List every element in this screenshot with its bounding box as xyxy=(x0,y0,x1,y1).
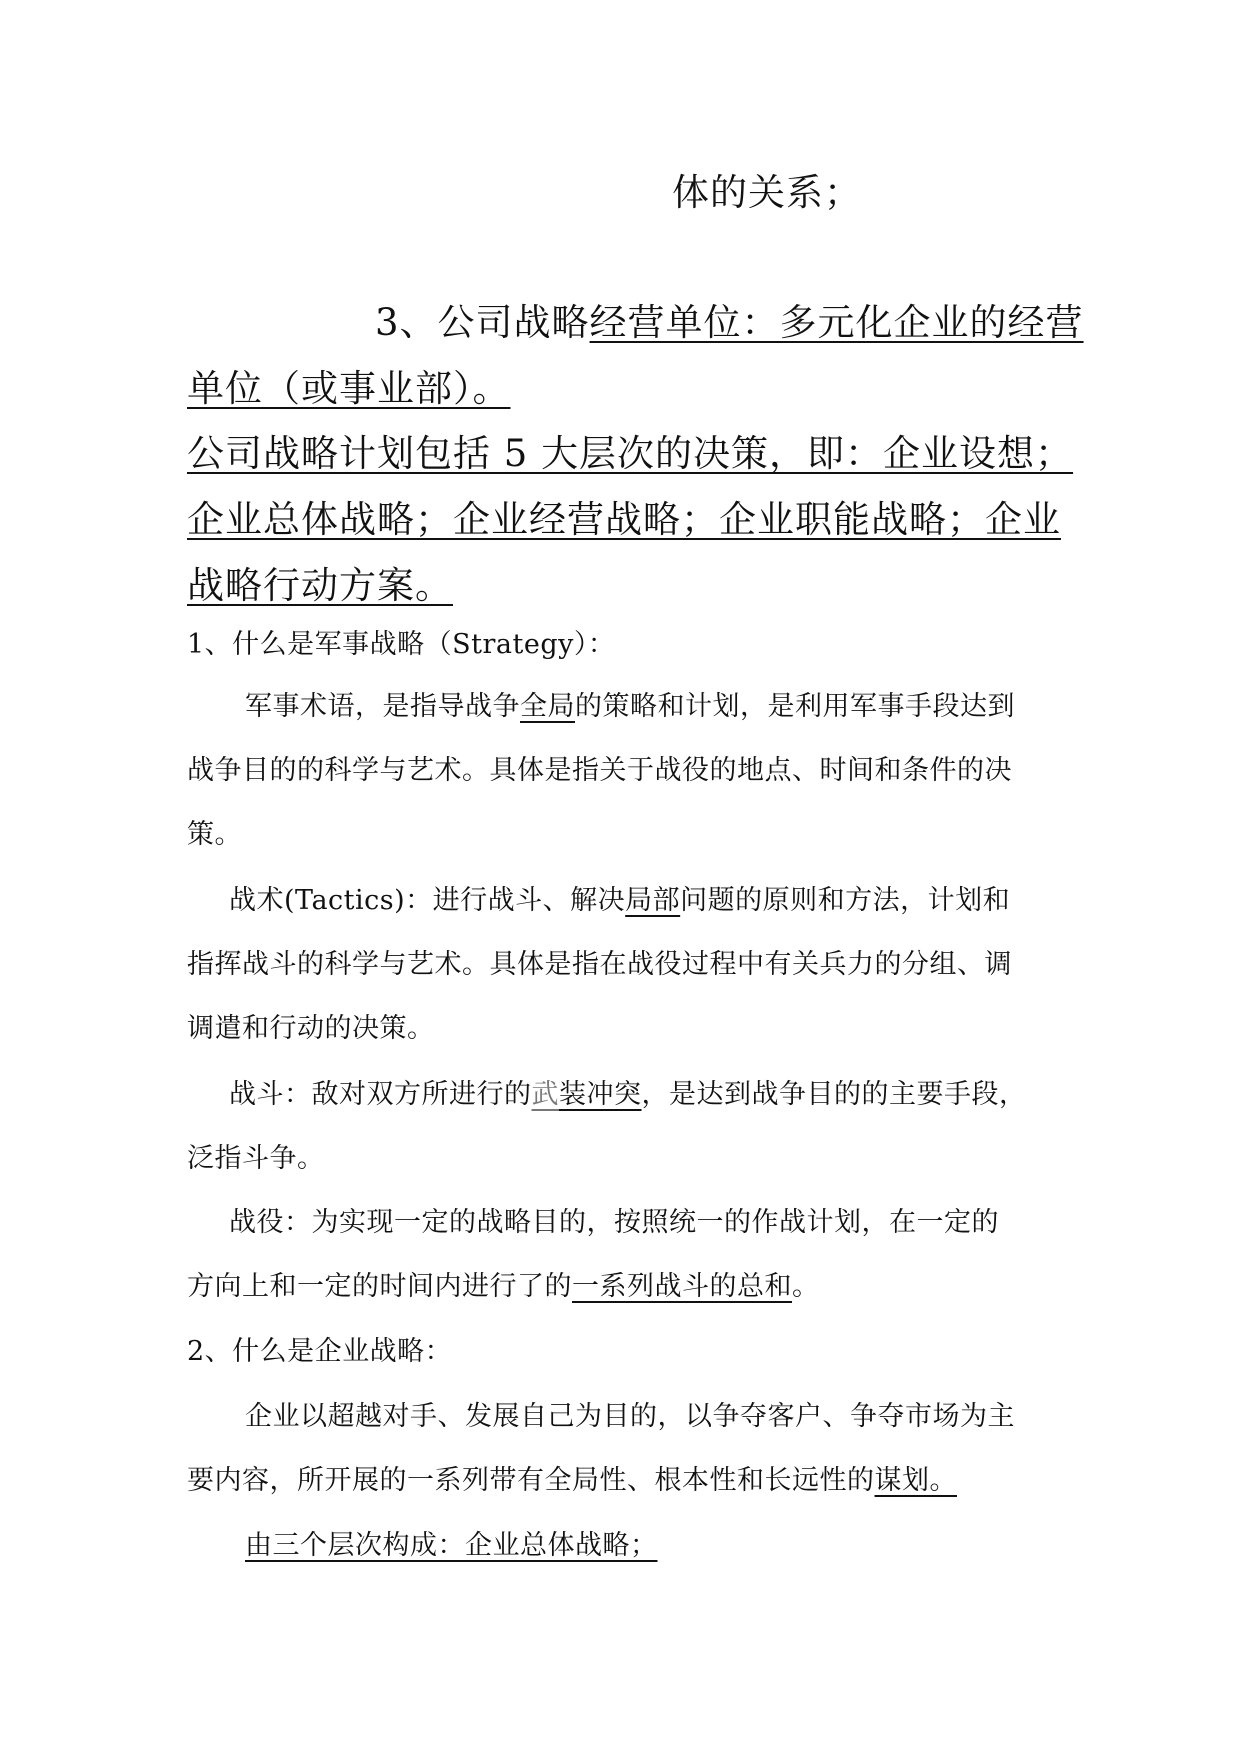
underlined-term: 全局 xyxy=(520,691,575,722)
q1-p1-line2: 战争目的的科学与艺术。具体是指关于战役的地点、时间和条件的决 xyxy=(187,755,1012,786)
text: 的策略和计划，是利用军事手段达到 xyxy=(575,691,1015,722)
q1-p2-line3: 调遣和行动的决策。 xyxy=(187,1013,435,1044)
point3-prefix: 3、公司战略 xyxy=(375,301,590,344)
text: 战斗：敌对双方所进行的 xyxy=(229,1079,532,1110)
text: 方向上和一定的时间内进行了的 xyxy=(187,1271,572,1302)
plan-line1: 公司战略计划包括 5 大层次的决策，即：企业设想； xyxy=(187,432,1074,475)
q1-p4-line2 xyxy=(187,1264,820,1303)
underlined-term-gray: 武 xyxy=(531,1079,559,1110)
point3-underlined-2: 单位（或事业部）。 xyxy=(187,367,511,410)
text: 要内容，所开展的一系列带有全局性、根本性和长远性的 xyxy=(187,1465,875,1496)
plan-line2: 企业总体战略；企业经营战略；企业职能战略；企业 xyxy=(187,498,1061,541)
page-heading xyxy=(672,162,862,216)
q1-p4-line1: 战役：为实现一定的战略目的，按照统一的作战计划，在一定的 xyxy=(229,1207,999,1238)
q1-p1-line3: 策。 xyxy=(187,819,242,850)
q2-heading: 2、什么是企业战略： xyxy=(187,1336,453,1367)
text: ，是达到战争目的的主要手段， xyxy=(641,1079,1027,1110)
q2-p1-line2 xyxy=(187,1458,957,1497)
text: 问题的原则和方法，计划和 xyxy=(680,885,1011,916)
point3-underlined-1: 经营单位：多元化企业的经营 xyxy=(589,301,1084,344)
underlined-term: 装冲突 xyxy=(559,1079,642,1110)
underlined-term: 谋划。 xyxy=(874,1465,957,1496)
point3-line2 xyxy=(187,358,511,412)
point3-line1 xyxy=(375,292,1084,346)
q1-p1-line1 xyxy=(245,684,1015,723)
q1-heading: 1、什么是军事战略（Strategy）： xyxy=(187,629,616,660)
text: 军事术语，是指导战争 xyxy=(245,691,520,722)
text: 。 xyxy=(792,1271,820,1302)
q1-p3-line2: 泛指斗争。 xyxy=(187,1143,325,1174)
q2-p2-line: 由三个层次构成：企业总体战略； xyxy=(245,1530,658,1561)
q1-p2-line2: 指挥战斗的科学与艺术。具体是指在战役过程中有关兵力的分组、调 xyxy=(187,949,1012,980)
q1-p2-line1 xyxy=(229,878,1010,917)
plan-line3: 战略行动方案。 xyxy=(187,564,453,607)
heading-text: 体的关系； xyxy=(672,171,862,214)
text: 战术(Tactics)：进行战斗、解决 xyxy=(229,885,626,916)
underlined-term: 一系列战斗的总和 xyxy=(572,1271,792,1302)
q2-p1-line1: 企业以超越对手、发展自己为目的，以争夺客户、争夺市场为主 xyxy=(245,1401,1015,1432)
underlined-term: 局部 xyxy=(625,885,681,916)
q1-p3-line1 xyxy=(229,1072,1027,1111)
